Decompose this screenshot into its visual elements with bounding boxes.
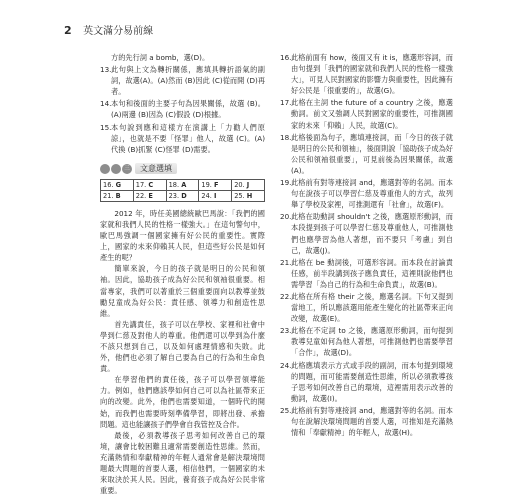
explanation-item-17 bbox=[280, 97, 453, 130]
answer-number: 24. bbox=[201, 191, 212, 200]
answer-cell bbox=[199, 179, 232, 190]
answer-row bbox=[101, 179, 265, 190]
answer-letter: B bbox=[115, 191, 121, 200]
translation-paragraph-2: 簡單來說，今日的孩子就是明日的公民和領袖。因此，協助孩子成為好公民和領袖很重要。相當專家，我們可以著重於三個重要面向以教導並鼓勵兒童成為好公民：責任感、領導力和創造性思維。 bbox=[100, 264, 265, 318]
item-text: 此格應填表示方式或手段的副詞，而本句提到環境的問題，而可能需要創造性思維，所以必須教導孩子思考如何改善自己的環境，這裡需用表示改善的動詞，故選(I)。 bbox=[291, 360, 453, 403]
item-text: 此格前有對等連接詞 and，應選對等的名詞。而本句在說孩子可以學習仁慈及尊重他人的方式，故列舉了學校及家裡，可推測還有「社會」，故選(F)。 bbox=[291, 178, 453, 210]
item-number: 23. bbox=[280, 326, 292, 336]
item-number: 25. bbox=[280, 405, 292, 415]
item-number: 19. bbox=[280, 178, 292, 188]
answer-cell bbox=[166, 190, 199, 201]
translation-paragraph-4: 在學習他們的責任後，孩子可以學習領導能力。例如，他們應該學如何自己可以為社區帶來正向的改變。此外，他們也需要知道，一個時代的開始，而我們也需要時刻準備學習，即將出發、承擔問題。這也能讓孩子們學會自我管控及合作。 bbox=[100, 375, 265, 429]
translation-paragraph-3: 首先講責任，孩子可以在學校、家裡和社會中學到仁慈及對他人的尊重。他們還可以學到為什麼不該只想到自己，以及如何處理情感和失敗。此外，他們也必須了解自己要為自己的行為和生命負責。 bbox=[100, 319, 265, 374]
item-text: 此格在主詞 the future of a country 之後，應選動詞。前文又強調人民對國家的重要性，可推測國家的未來「仰賴」人民，故選(C)。 bbox=[291, 98, 453, 130]
answer-number: 16. bbox=[103, 180, 114, 189]
answer-letter: E bbox=[148, 191, 153, 200]
item-number: 16. bbox=[280, 53, 292, 62]
answer-letter: J bbox=[246, 180, 250, 189]
item-number: 20. bbox=[280, 212, 292, 222]
item-number: 13. bbox=[100, 65, 112, 75]
answer-number: 18. bbox=[168, 180, 180, 189]
answer-cell bbox=[232, 190, 265, 201]
circle-icon bbox=[111, 164, 121, 174]
explanation-item-19 bbox=[280, 177, 453, 210]
item-text: 本句說到應和這樣方在演講上「力勸人們原諒」，也就是不要「怪罪」他人，故選 (C)。(A)代換 (B)抓緊 (C)怪罪 (D)需要。 bbox=[111, 122, 265, 154]
answer-number: 25. bbox=[234, 191, 245, 200]
answer-cell bbox=[166, 179, 199, 190]
explanation-item-25 bbox=[280, 405, 453, 438]
answer-letter: A bbox=[181, 180, 187, 189]
explanation-item-18 bbox=[280, 132, 453, 176]
explanation-item-21 bbox=[280, 257, 453, 290]
page-header bbox=[64, 22, 153, 37]
item-text: 本句和後面的主要子句為因果關係，故選 (B)。(A)兩邊 (B)因為 (C)假設 (D)根據。 bbox=[111, 99, 265, 120]
item-text: 此格後面為句子，應填連接詞，而「今日的孩子就是明日的公民和領袖」，後面則說「協助孩子成為好公民和領袖很重要」，可見前後為因果關係，故選(A)。 bbox=[291, 132, 453, 175]
right-column bbox=[280, 52, 453, 439]
book-title: 英文滿分易前線 bbox=[83, 26, 154, 37]
item-number: 18. bbox=[280, 132, 292, 142]
explanation-item-24 bbox=[280, 360, 453, 404]
explanation-item-20 bbox=[280, 211, 453, 255]
item-number: 21. bbox=[280, 257, 292, 267]
explanation-item-22 bbox=[280, 291, 453, 324]
page-number: 2 bbox=[64, 24, 72, 37]
item-number: 17. bbox=[280, 98, 292, 108]
explanation-item-16 bbox=[280, 52, 453, 96]
item-text: 此句與上文為轉折關係，應填具轉折語氣的副詞，故選(A)。(A)然而 (B)因此 (C)從而開 (D)再者。 bbox=[111, 65, 265, 97]
answer-number: 21. bbox=[103, 191, 114, 200]
answer-cell bbox=[232, 179, 265, 190]
answer-cell bbox=[133, 190, 166, 201]
explanation-item-13 bbox=[100, 64, 265, 97]
answer-letter: I bbox=[214, 191, 217, 200]
circle-icon bbox=[100, 164, 110, 174]
answer-table bbox=[100, 179, 265, 202]
answer-cell bbox=[199, 190, 232, 201]
section-title: 文意選填 bbox=[135, 163, 177, 174]
answer-number: 20. bbox=[234, 180, 245, 189]
answer-number: 19. bbox=[201, 180, 212, 189]
section-heading bbox=[100, 163, 265, 175]
explanation-item-14 bbox=[100, 98, 265, 120]
answer-cell bbox=[101, 190, 134, 201]
translation-paragraph-1: 2012 年，時任美國總統歐巴馬說：「我們的國家就和我們人民的性格一樣強大。」在這句警句中，歐巴馬強調一個國家擁有好公民的重要性。實際上，國家的未來仰賴其人民，但這些好公民是如何產生的呢？ bbox=[100, 208, 265, 263]
answer-letter: C bbox=[148, 180, 154, 189]
answer-letter: G bbox=[115, 180, 122, 189]
item-number: 15. bbox=[100, 122, 112, 132]
answer-cell bbox=[133, 179, 166, 190]
section-numeral: 三 bbox=[122, 164, 132, 174]
item-number: 14. bbox=[100, 99, 112, 109]
answer-letter: F bbox=[214, 180, 219, 189]
answer-number: 22. bbox=[135, 191, 147, 200]
explanation-item-15 bbox=[100, 122, 265, 155]
item-text: 此格在助動詞 shouldn't 之後，應選原形動詞，而本段提到孩子可以學習仁慈及尊重他人，可推測他們也應學習為他人著想，而不要只「考慮」到自己，故選(J)。 bbox=[291, 212, 453, 255]
answer-letter: D bbox=[181, 191, 187, 200]
item-number: 24. bbox=[280, 360, 292, 370]
explanation-item-23 bbox=[280, 325, 453, 358]
item-text: 此格在不定詞 to 之後，應選原形動詞，而句提到教導兒童如何為他人著想，可推測他們也需要學習「合作」，故選(D)。 bbox=[291, 326, 453, 358]
item-continuation: 方的先行詞 a bomb，選(D)。 bbox=[111, 53, 210, 62]
answer-number: 23. bbox=[168, 191, 180, 200]
item-text: 此格前有對等連接詞 and，應選對等的名詞。而本句在說解決環境問題的首要人選，可推知是充滿熱情和「奉獻精神」的年輕人，故選(H)。 bbox=[291, 405, 453, 438]
answer-letter: H bbox=[246, 191, 253, 200]
item-text: 此格前面有 how，後面又有 it is，應選形容詞，而由句提到「我們的國家就和我們人民的性格一樣強大」，可見人民對國家的影響力與重要性，因此擁有好公民是「很重要的」，故選(G)。 bbox=[291, 53, 453, 96]
answer-row bbox=[101, 190, 265, 201]
left-column bbox=[100, 52, 265, 496]
item-text: 此格在 be 動詞後，可選形容詞。而本段在討論責任感，前半段講到孩子應負責任，這裡則說他們也需學習「為自己的行為和生命負責」，故選(B)。 bbox=[291, 257, 453, 289]
translation-paragraph-5: 最後，必須教導孩子思考如何改善自己的環境，讓會比較困難且適常需要創造性思維。然而，充滿熱情和奉獻精神的年輕人通常會是解決環境問題最大問題的首要人選，相信他們，一個國家的未來取決於其人民。因此，養育孩子成為好公民非常重要。 bbox=[100, 430, 265, 496]
item-number: 22. bbox=[280, 291, 292, 301]
answer-cell bbox=[101, 179, 134, 190]
item-text: 此格在所有格 their 之後，應選名詞。下句又提到當地工，所以應該選用能產生變化的社區帶來正向改變，故選(E)。 bbox=[291, 291, 453, 324]
answer-number: 17. bbox=[135, 180, 147, 189]
